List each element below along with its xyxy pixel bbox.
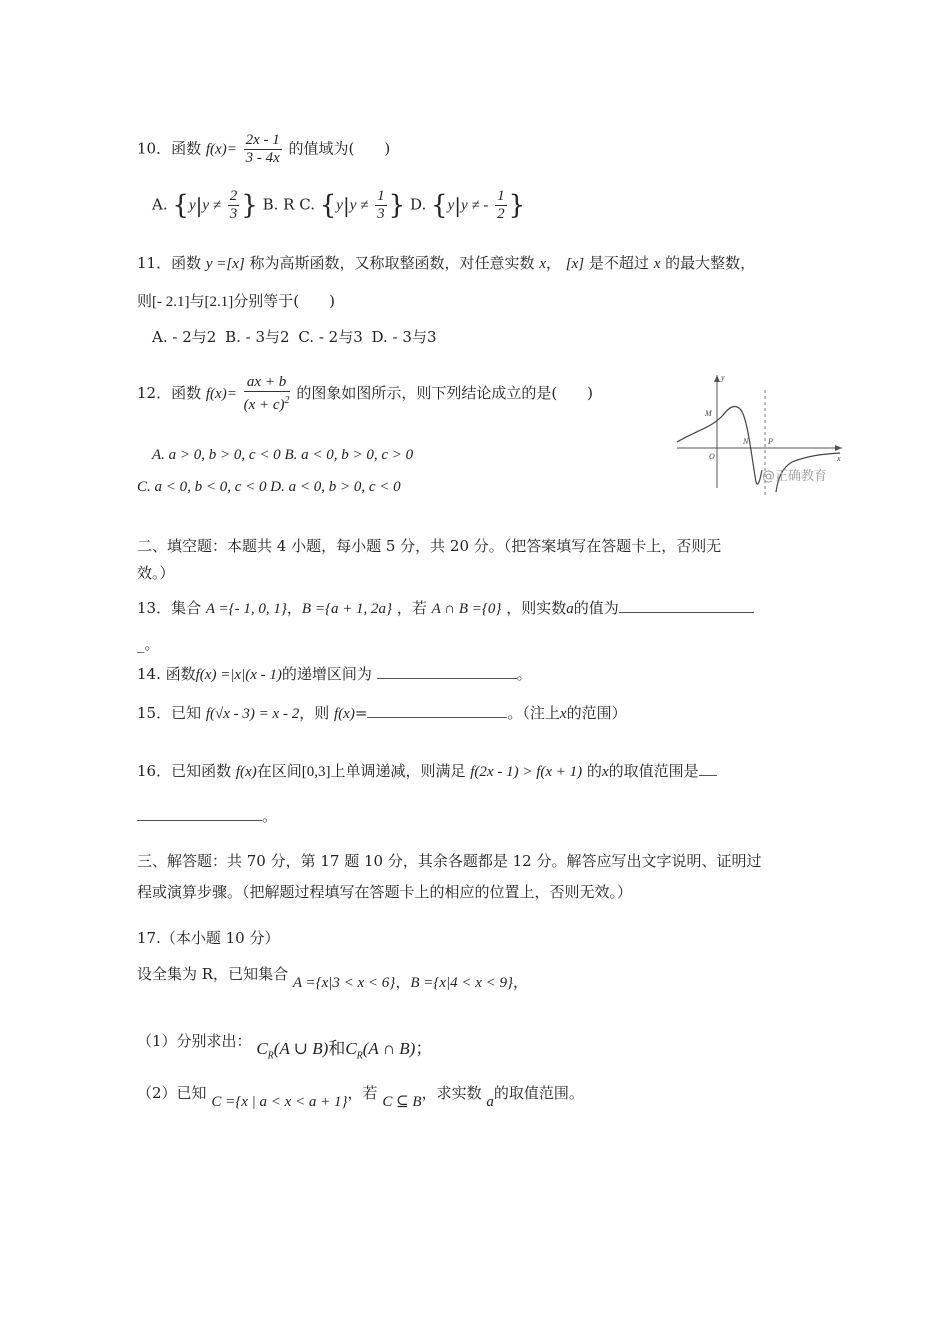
curve-left <box>677 407 762 485</box>
q11-option-b: B. - 3与2 <box>225 328 290 346</box>
q15-func: f(√x - 3) = x - 2 <box>205 706 300 722</box>
q13-set-a: A ={- 1, 0, 1} <box>205 601 287 617</box>
q15-text-b: ，则 <box>299 704 330 722</box>
q13-sep: ， <box>286 599 302 617</box>
y-axis-arrow-icon <box>714 375 720 382</box>
section-3-line2: 程或演算步骤。（把解题过程填写在答题卡上的相应的位置上，否则无效。） <box>137 883 633 901</box>
q12-func: f(x)= <box>205 386 237 402</box>
graph-n-label: N <box>743 437 749 446</box>
q11-options <box>152 326 436 347</box>
q10-option-c-den: 3 <box>377 206 385 222</box>
q12-options-row2 <box>137 479 401 496</box>
section-3-line1: 三、解答题：共 70 分，第 17 题 10 分，其余各题都是 12 分。解答应写出文字说明、证明过 <box>137 852 762 870</box>
q12-numerator: ax + b <box>244 374 290 392</box>
q13-text-d: 的值为 <box>573 599 619 617</box>
q15-answer-blank[interactable] <box>367 703 507 718</box>
q10-option-a-label: A. <box>152 195 168 214</box>
q16-inequality: f(2x - 1) > f(x + 1) <box>470 764 583 780</box>
q10-suffix: 的值域为( ) <box>288 139 391 158</box>
q10-denominator: 3 - 4x <box>245 150 280 166</box>
q11-func: y =[x] <box>205 256 245 272</box>
q14-end: 。 <box>516 665 532 683</box>
q15-var: x <box>559 706 567 722</box>
q13-text-a: 13．集合 <box>137 599 202 617</box>
q10-option-d-label: D. <box>409 195 427 214</box>
q16-continuation <box>137 805 277 826</box>
q17-p2-text-b: ，若 <box>347 1084 378 1102</box>
q13-var: a <box>566 601 574 617</box>
q16-text-e: 的取值范围是 <box>608 762 699 780</box>
q11-text-d: 是不超过 <box>588 254 649 272</box>
q14-text-a: 14. 函数 <box>137 665 196 683</box>
q17-complement-2-sub: R <box>356 1050 363 1062</box>
q11-var-x: x <box>539 256 546 272</box>
q11-var-x2: x <box>653 256 661 272</box>
q16-text-d: 的 <box>586 762 602 780</box>
q17-intersection: (A ∩ B) <box>362 1039 416 1058</box>
q12-den-exponent: 2 <box>284 395 290 406</box>
q11-text-c: ， <box>546 254 562 272</box>
question-12 <box>137 374 593 414</box>
q10-option-a-num: 2 <box>229 188 238 204</box>
q11-option-a: A. - 2与2 <box>152 328 217 346</box>
q16-text-c: 上单调递减，则满足 <box>330 762 466 780</box>
q17-part-1 <box>137 1026 433 1062</box>
q10-option-a-den: 3 <box>229 206 238 222</box>
q11-option-c: C. - 2与3 <box>298 328 363 346</box>
q12-option-d: D. a < 0, b > 0, c < 0 <box>270 479 401 495</box>
section-2-line1: 二、填空题：本题共 4 小题，每小题 5 分，共 20 分。（把答案填写在答题卡上，否则无 <box>137 537 722 555</box>
q16-fx: f(x) <box>235 764 257 780</box>
q12-options-row1 <box>152 447 413 464</box>
q17-set-b: B ={x|4 < x < 9} <box>410 975 514 991</box>
section-3-header <box>137 850 762 902</box>
q12-option-a: A. a > 0, b > 0, c < 0 <box>152 447 281 463</box>
q17-p2-text-d: 的取值范围。 <box>493 1084 584 1102</box>
q17-and: 和 <box>328 1039 346 1059</box>
q11-value-2: [2.1] <box>204 294 234 310</box>
q16-answer-blank-a[interactable] <box>699 761 717 776</box>
question-14 <box>137 663 532 684</box>
question-11-line2 <box>137 290 335 311</box>
q11-text-b: 称为高斯函数，又称取整函数，对任意实数 <box>249 254 535 272</box>
question-15 <box>137 702 627 723</box>
graph-origin-label: O <box>709 452 715 461</box>
q10-option-d-fraction <box>495 188 507 223</box>
q10-option-d-num: 1 <box>497 188 505 204</box>
q17-complement-2: C <box>345 1039 357 1058</box>
q17-sep: ， <box>395 973 411 991</box>
q13-answer-blank[interactable] <box>619 598 754 613</box>
q10-option-a-y: y <box>188 197 196 214</box>
q11-text-a: 11．函数 <box>137 254 202 272</box>
q17-intro <box>137 963 529 991</box>
q11-text-e: 的最大整数， <box>665 254 756 272</box>
section-2-header <box>137 535 721 583</box>
q16-end: 。 <box>262 807 278 825</box>
q11-line2-b: 与 <box>189 292 205 310</box>
watermark: @正确教育 <box>762 469 828 484</box>
q16-text-a: 16．已知函数 <box>137 762 232 780</box>
q16-interval: [0,3] <box>301 764 331 780</box>
q17-complement-1-sub: R <box>267 1050 274 1062</box>
q10-option-c-label: C. <box>299 195 315 214</box>
q17-subset-condition: C ⊆ B <box>382 1094 422 1110</box>
q17-set-c: C ={x | a < x < a + 1} <box>211 1094 348 1110</box>
question-16 <box>137 760 717 781</box>
q15-text-a: 15．已知 <box>137 704 202 722</box>
q16-text-b: 在区间 <box>256 762 302 780</box>
q12-stem: 12．函数 <box>137 384 202 402</box>
q13-set-b: B ={a + 1, 2a} <box>301 601 393 617</box>
q10-option-c-num: 1 <box>377 188 385 204</box>
q11-bracket-x: [x] <box>565 256 585 272</box>
q10-fraction <box>244 132 282 167</box>
q10-option-c-fraction <box>375 188 387 223</box>
q12-suffix: 的图象如图所示，则下列结论成立的是( ) <box>296 384 594 402</box>
q15-end2: 的范围） <box>566 704 627 722</box>
question-10 <box>137 132 390 167</box>
q12-fraction <box>244 374 290 414</box>
q10-option-a-fraction <box>228 188 240 223</box>
q13-tail: _。 <box>137 635 160 653</box>
q17-intro-text: 设全集为 R，已知集合 <box>137 965 289 983</box>
q17-part-2 <box>137 1082 584 1110</box>
q10-option-d-cond: y ≠ - <box>460 197 489 214</box>
q17-union: (A ∪ B) <box>273 1039 329 1058</box>
q17-p2-text-a: （2）已知 <box>137 1084 207 1102</box>
q11-value-1: [- 2.1] <box>152 294 190 310</box>
q17-set-a: A ={x|3 < x < 6} <box>292 975 396 991</box>
graph-x-label: x <box>837 454 841 463</box>
q16-var: x <box>601 764 609 780</box>
q10-numerator: 2x - 1 <box>245 132 280 148</box>
q15-end: 。（注上 <box>507 704 560 722</box>
q10-option-d-y: y <box>447 197 455 214</box>
q14-func: f(x) =|x|(x - 1) <box>195 667 282 683</box>
q17-p1-text: （1）分别求出： <box>137 1032 252 1050</box>
q17-complement-1: C <box>256 1039 268 1058</box>
q13-condition: A ∩ B ={0} <box>431 601 502 617</box>
q16-answer-blank-b[interactable] <box>137 806 262 821</box>
q14-answer-blank[interactable] <box>377 664 517 679</box>
q12-option-c: C. a < 0, b < 0, c < 0 <box>137 479 267 495</box>
q10-option-d-den: 2 <box>497 206 505 222</box>
q13-text-b: ，若 <box>396 599 427 617</box>
question-13 <box>137 597 754 618</box>
x-axis-arrow-icon <box>835 445 842 451</box>
q17-p2-var: a <box>486 1094 494 1110</box>
q15-eq: = <box>354 704 368 722</box>
graph-y-label: y <box>721 373 725 382</box>
q17-p2-text-c: ，求实数 <box>421 1084 482 1102</box>
q14-text-b: 的递增区间为 <box>281 665 372 683</box>
q12-graph <box>672 370 852 500</box>
q17-p1-end: ； <box>415 1039 433 1059</box>
q10-option-a-cond: y ≠ <box>202 197 221 214</box>
q15-func2: f(x) <box>334 706 355 722</box>
question-11-line1 <box>137 252 755 273</box>
section-2-line2: 效。） <box>137 564 175 582</box>
q10-stem: 10．函数 <box>137 139 202 158</box>
q13-text-c: ，则实数 <box>506 599 567 617</box>
graph-m-label: M <box>705 409 712 418</box>
q12-option-b: B. a < 0, b > 0, c > 0 <box>284 447 414 463</box>
q10-option-c-y: y <box>336 197 343 214</box>
q10-func: f(x)= <box>205 141 237 158</box>
q11-line2-a: 则 <box>137 292 153 310</box>
q17-title: 17.（本小题 10 分） <box>137 929 280 947</box>
q12-denominator: (x + c) <box>243 397 285 413</box>
graph-p-label: P <box>768 437 773 446</box>
q10-option-c-cond: y ≠ <box>349 197 369 214</box>
q10-options: A. {y|y ≠ $\frac{2}{3}$ } B. R C. {y|y ≠ $\frac{1}{3}$ } D. {y|y ≠ - $\frac{1}{2}$ } <box>152 188 526 222</box>
q11-line2-c: 分别等于( ) <box>233 292 335 310</box>
q17-end: ， <box>513 973 529 991</box>
q10-option-b: B. R <box>262 195 295 214</box>
q11-option-d: D. - 3与3 <box>371 328 437 346</box>
